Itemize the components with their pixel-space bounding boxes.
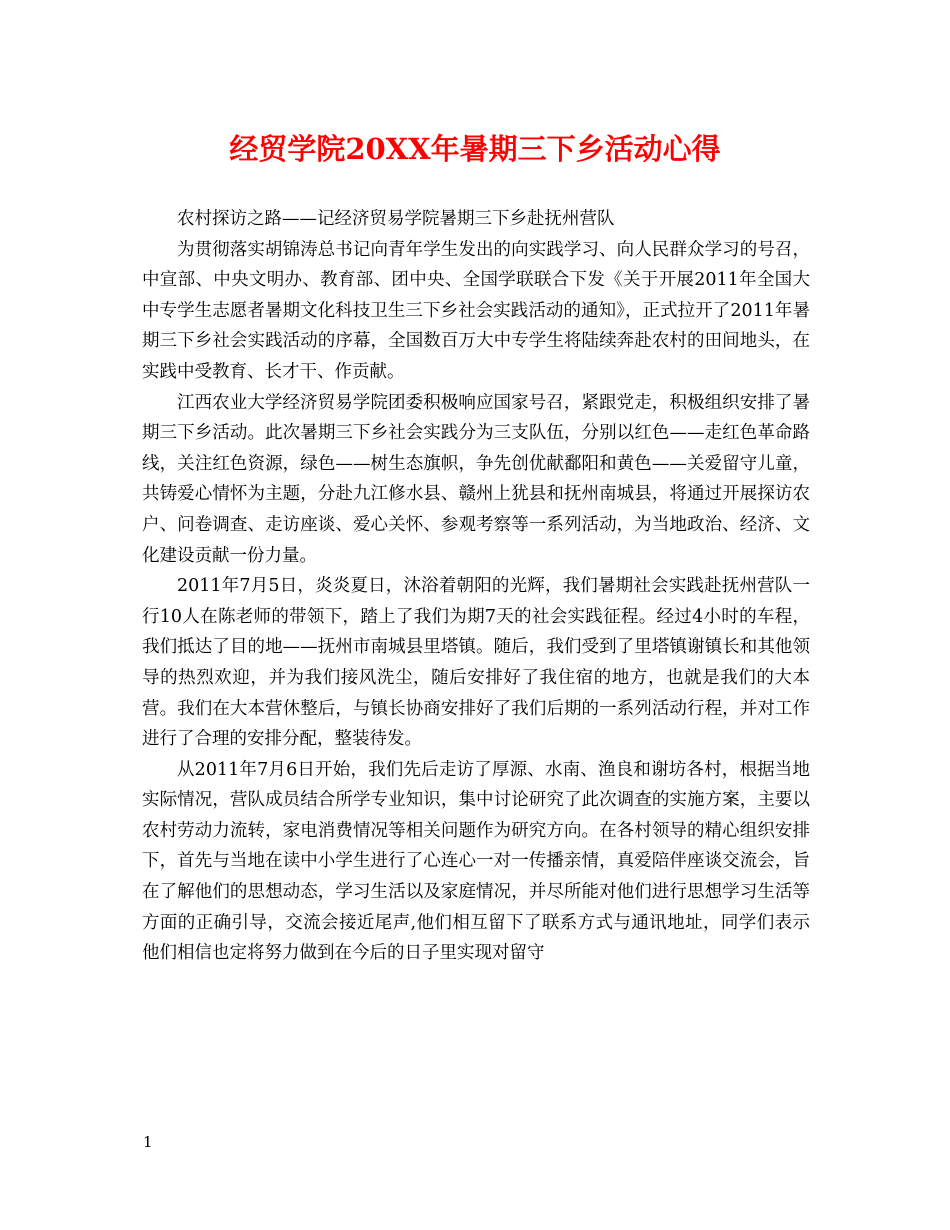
body-paragraph: 江西农业大学经济贸易学院团委积极响应国家号召，紧跟党走，积极组织安排了暑期三下乡活动。此次暑期三下乡社会实践分为三支队伍，分别以红色——走红色革命路线，关注红色资源，绿色——树生态旗帜，争先创优献鄱阳和黄色——关爱留守儿童，共铸爱心情怀为主题，分赴九江修水县、赣州上犹县和抚州南城县，将通过开展探访农户、问卷调查、走访座谈、爱心关怀、参观考察等一系列活动，为当地政治、经济、文化建设贡献一份力量。 bbox=[142, 392, 810, 566]
body-paragraph: 2011年7月5日，炎炎夏日，沐浴着朝阳的光辉，我们暑期社会实践赴抚州营队一行10人在陈老师的带领下，踏上了我们为期7天的社会实践征程。经过4小时的车程，我们抵达了目的地——抚州市南城县里塔镇。随后，我们受到了里塔镇谢镇长和其他领导的热烈欢迎，并为我们接风洗尘，随后安排好了我住宿的地方，也就是我们的大本营。我们在大本营休整后，与镇长协商安排好了我们后期的一系列活动行程，并对工作进行了合理的安排分配，整装待发。 bbox=[142, 576, 810, 750]
document-subtitle: 农村探访之路——记经济贸易学院暑期三下乡赴抚州营队 bbox=[177, 209, 615, 229]
body-paragraph: 为贯彻落实胡锦涛总书记向青年学生发出的向实践学习、向人民群众学习的号召，中宣部、中央文明办、教育部、团中央、全国学联联合下发《关于开展2011年全国大中专学生志愿者暑期文化科技卫生三下乡社会实践活动的通知》，正式拉开了2011年暑期三下乡社会实践活动的序幕，全国数百万大中专学生将陆续奔赴农村的田间地头，在实践中受教育、长才干、作贡献。 bbox=[142, 239, 810, 382]
document-title: 经贸学院20XX年暑期三下乡活动心得 bbox=[229, 132, 721, 166]
document-body bbox=[142, 204, 810, 969]
page-number: 1 bbox=[143, 1133, 153, 1151]
body-paragraph: 从2011年7月6日开始，我们先后走访了厚源、水南、渔良和谢坊各村，根据当地实际情况，营队成员结合所学专业知识，集中讨论研究了此次调查的实施方案，主要以农村劳动力流转，家电消费情况等相关问题作为研究方向。在各村领导的精心组织安排下，首先与当地在读中小学生进行了心连心一对一传播亲情，真爱陪伴座谈交流会，旨在了解他们的思想动态，学习生活以及家庭情况，并尽所能对他们进行思想学习生活等方面的正确引导，交流会接近尾声,他们相互留下了联系方式与通讯地址，同学们表示他们相信也定将努力做到在今后的日子里实现对留守 bbox=[142, 759, 810, 964]
